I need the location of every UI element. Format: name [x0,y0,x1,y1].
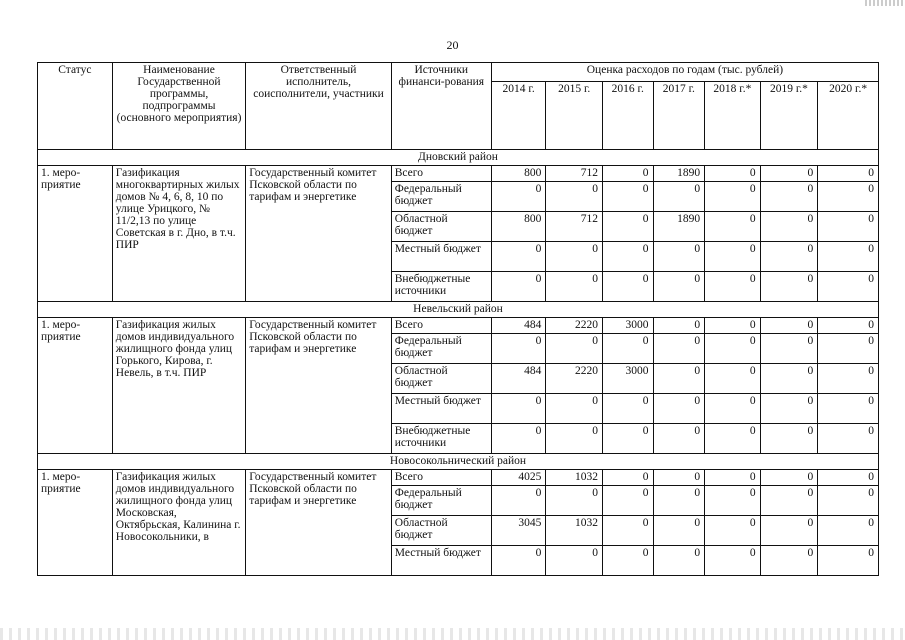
value-cell: 0 [491,394,546,424]
header-expenses-title: Оценка расходов по годам (тыс. рублей) [491,63,878,82]
value-cell: 1890 [653,212,705,242]
value-cell: 0 [818,334,879,364]
value-cell: 0 [603,546,654,576]
scan-edge-top [865,0,905,6]
source-cell: Местный бюджет [391,242,491,272]
value-cell: 0 [760,212,818,242]
value-cell: 0 [546,394,603,424]
value-cell: 0 [818,486,879,516]
header-year: 2017 г. [653,82,705,150]
value-cell: 3000 [603,318,654,334]
value-cell: 0 [760,334,818,364]
program-name-cell: Газификация жилых домов индивидуального жилищного фонда улиц Московская, Октябрьская, Калинина г. Новосокольники, в [112,470,245,576]
value-cell: 0 [760,424,818,454]
source-cell: Федеральный бюджет [391,486,491,516]
value-cell: 0 [546,242,603,272]
value-cell: 0 [760,394,818,424]
value-cell: 0 [491,424,546,454]
status-cell: 1. меро-приятие [38,470,113,576]
header-year: 2015 г. [546,82,603,150]
header-year: 2020 г.* [818,82,879,150]
value-cell: 0 [603,166,654,182]
header-year: 2014 г. [491,82,546,150]
value-cell: 0 [491,242,546,272]
table-row [38,318,879,334]
executor-cell: Государственный комитет Псковской области по тарифам и энергетике [246,166,392,302]
value-cell: 0 [491,272,546,302]
source-cell: Областной бюджет [391,364,491,394]
value-cell: 0 [705,242,761,272]
source-cell: Внебюджетные источники [391,424,491,454]
value-cell: 0 [818,212,879,242]
value-cell: 1032 [546,516,603,546]
value-cell: 0 [760,182,818,212]
value-cell: 0 [653,364,705,394]
header-year: 2019 г.* [760,82,818,150]
source-cell: Всего [391,166,491,182]
value-cell: 0 [760,486,818,516]
value-cell: 0 [603,242,654,272]
value-cell: 0 [760,546,818,576]
value-cell: 0 [760,242,818,272]
value-cell: 1032 [546,470,603,486]
value-cell: 2220 [546,318,603,334]
value-cell: 0 [705,182,761,212]
value-cell: 0 [818,166,879,182]
source-cell: Внебюджетные источники [391,272,491,302]
source-cell: Всего [391,318,491,334]
value-cell: 0 [818,424,879,454]
value-cell: 0 [818,516,879,546]
program-name-cell: Газификация многоквартирных жилых домов № 4, 6, 8, 10 по улице Урицкого, № 11/2,13 по улице Советская в г. Дно, в т.ч. ПИР [112,166,245,302]
value-cell: 0 [653,470,705,486]
status-cell: 1. меро-приятие [38,166,113,302]
value-cell: 0 [653,182,705,212]
source-cell: Всего [391,470,491,486]
value-cell: 0 [705,212,761,242]
value-cell: 0 [653,242,705,272]
header-status: Статус [38,63,113,150]
value-cell: 0 [603,394,654,424]
value-cell: 0 [818,470,879,486]
executor-cell: Государственный комитет Псковской области по тарифам и энергетике [246,470,392,576]
value-cell: 0 [705,272,761,302]
region-name: Новосокольнический район [38,454,879,470]
region-row [38,454,879,470]
value-cell: 0 [705,364,761,394]
value-cell: 800 [491,212,546,242]
status-cell: 1. меро-приятие [38,318,113,454]
table-row [38,470,879,486]
source-cell: Местный бюджет [391,546,491,576]
value-cell: 0 [653,318,705,334]
source-cell: Федеральный бюджет [391,182,491,212]
value-cell: 0 [603,470,654,486]
executor-cell: Государственный комитет Псковской области по тарифам и энергетике [246,318,392,454]
value-cell: 484 [491,318,546,334]
value-cell: 0 [491,546,546,576]
value-cell: 3000 [603,364,654,394]
value-cell: 0 [760,272,818,302]
value-cell: 0 [705,318,761,334]
expenses-table [37,62,879,576]
value-cell: 0 [603,182,654,212]
value-cell: 0 [705,470,761,486]
value-cell: 0 [546,424,603,454]
value-cell: 0 [653,272,705,302]
value-cell: 0 [653,394,705,424]
value-cell: 0 [653,334,705,364]
header-year: 2018 г.* [705,82,761,150]
source-cell: Федеральный бюджет [391,334,491,364]
table-row [38,166,879,182]
value-cell: 3045 [491,516,546,546]
value-cell: 0 [818,546,879,576]
value-cell: 1890 [653,166,705,182]
value-cell: 0 [818,182,879,212]
value-cell: 0 [818,394,879,424]
value-cell: 0 [818,272,879,302]
header-row [38,63,879,82]
value-cell: 0 [705,516,761,546]
program-name-cell: Газификация жилых домов индивидуального жилищного фонда улиц Горького, Кирова, г. Невель, в т.ч. ПИР [112,318,245,454]
value-cell: 0 [603,212,654,242]
value-cell: 0 [653,516,705,546]
value-cell: 0 [760,318,818,334]
value-cell: 0 [653,486,705,516]
value-cell: 0 [705,394,761,424]
region-row [38,150,879,166]
source-cell: Местный бюджет [391,394,491,424]
value-cell: 0 [760,516,818,546]
value-cell: 0 [705,486,761,516]
value-cell: 0 [760,470,818,486]
page-number: 20 [446,38,459,52]
value-cell: 2220 [546,364,603,394]
value-cell: 0 [603,424,654,454]
value-cell: 0 [603,272,654,302]
source-cell: Областной бюджет [391,212,491,242]
value-cell: 0 [546,272,603,302]
value-cell: 0 [818,364,879,394]
value-cell: 0 [491,182,546,212]
region-name: Невельский район [38,302,879,318]
value-cell: 0 [705,334,761,364]
header-program-name: Наименование Государственной программы, подпрограммы (основного мероприятия) [112,63,245,150]
header-sources: Источники финанси-рования [391,63,491,150]
value-cell: 0 [818,242,879,272]
value-cell: 0 [546,486,603,516]
value-cell: 0 [491,486,546,516]
header-year: 2016 г. [603,82,654,150]
value-cell: 484 [491,364,546,394]
value-cell: 0 [603,334,654,364]
value-cell: 0 [546,182,603,212]
value-cell: 0 [705,546,761,576]
value-cell: 0 [705,424,761,454]
value-cell: 4025 [491,470,546,486]
value-cell: 0 [705,166,761,182]
value-cell: 0 [653,546,705,576]
scan-edge-bottom [0,628,905,640]
region-name: Дновский район [38,150,879,166]
value-cell: 0 [760,166,818,182]
value-cell: 0 [491,334,546,364]
source-cell: Областной бюджет [391,516,491,546]
value-cell: 0 [546,334,603,364]
value-cell: 712 [546,166,603,182]
value-cell: 0 [653,424,705,454]
value-cell: 0 [546,546,603,576]
value-cell: 0 [603,516,654,546]
value-cell: 712 [546,212,603,242]
value-cell: 0 [818,318,879,334]
region-row [38,302,879,318]
value-cell: 800 [491,166,546,182]
header-executor: Ответственный исполнитель, соисполнители, участники [246,63,392,150]
value-cell: 0 [760,364,818,394]
value-cell: 0 [603,486,654,516]
